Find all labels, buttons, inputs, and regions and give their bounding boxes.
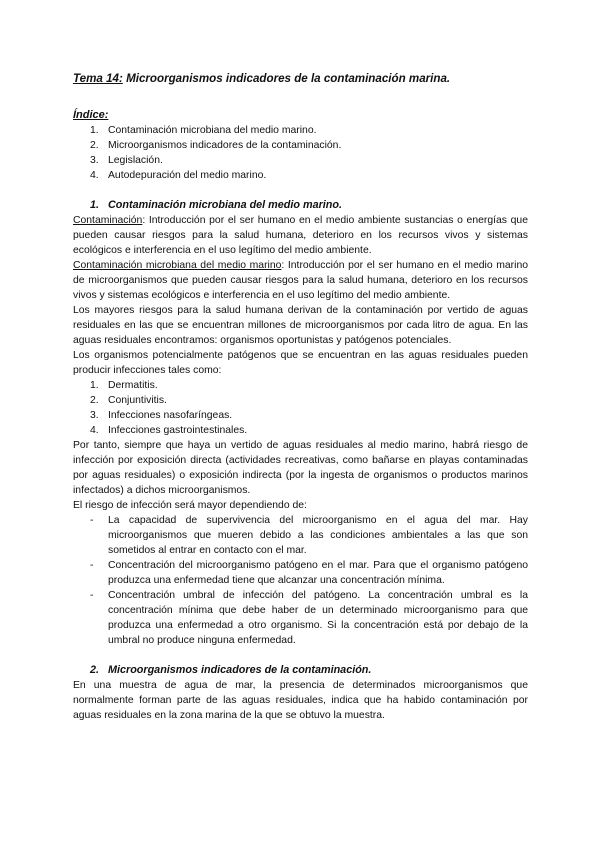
list-num: 1. (90, 380, 99, 391)
section-heading-text: Contaminación microbiana del medio marino. (108, 199, 342, 211)
page-title (73, 72, 528, 85)
list-text: Concentración del microorganismo patógeno en el mar. Para que el organismo patógeno produzca una enfermedad tiene que alcanzar una concentración mínima. (108, 560, 528, 586)
title-text: Microorganismos indicadores de la contaminación marina. (122, 72, 451, 85)
list-num: 4. (90, 425, 99, 436)
definition-text: : Introducción por el ser humano en el medio ambiente sustancias o energías que pueden causar riesgos para la salud humana, deterioro en los recursos vivos y sistemas ecológicos e interferencia en el uso legítimo del medio ambiente. (73, 215, 528, 256)
list-item (73, 378, 528, 393)
list-item (73, 558, 528, 588)
list-item (73, 588, 528, 648)
index-item (73, 168, 528, 183)
section-1-heading (73, 198, 528, 213)
infections-list (73, 378, 528, 438)
dash-bullet: - (90, 590, 94, 601)
paragraph: Los mayores riesgos para la salud humana derivan de la contaminación por vertido de aguas residuales en las que se encuentran millones de microorganismos por cada litro de agua. En las aguas residuales encontramos: organismos oportunistas y patógenos potenciales. (73, 305, 528, 346)
index-label: Microorganismos indicadores de la contaminación. (108, 140, 342, 151)
list-label: Infecciones gastrointestinales. (108, 425, 248, 436)
section-num: 1. (90, 199, 100, 211)
list-label: Infecciones nasofaríngeas. (108, 410, 233, 421)
index-label: Legislación. (108, 155, 163, 166)
index-list (73, 123, 528, 183)
paragraph: Los organismos potencialmente patógenos que se encuentran en las aguas residuales pueden producir infecciones tales como: (73, 350, 528, 376)
risk-factors-list (73, 513, 528, 648)
section-heading-text: Microorganismos indicadores de la contaminación. (108, 664, 372, 676)
dash-bullet: - (90, 560, 94, 571)
list-text: Concentración umbral de infección del patógeno. La concentración umbral es la concentración mínima que debe haber de un determinado microorganismo para que produzca una enfermedad a otro organismo. Si la concentración está por debajo de la umbral no produce ninguna enfermedad. (108, 590, 528, 646)
list-item (73, 513, 528, 558)
index-label: Contaminación microbiana del medio marino. (108, 125, 317, 136)
list-label: Dermatitis. (108, 380, 158, 391)
section-num: 2. (90, 664, 100, 676)
definition-term: Contaminación microbiana del medio marino (73, 260, 282, 271)
document-page (73, 72, 528, 723)
section-2-heading (73, 663, 528, 678)
dash-bullet: - (90, 515, 94, 526)
index-num: 4. (90, 170, 99, 181)
index-item (73, 123, 528, 138)
index-label: Autodepuración del medio marino. (108, 170, 267, 181)
title-prefix: Tema 14: (73, 72, 123, 85)
list-text: La capacidad de supervivencia del microorganismo en el agua del mar. Hay microorganismos que mueren debido a las condiciones ambientales a las que son sometidos al entrar en contacto con el mar. (108, 515, 528, 556)
index-heading: Índice: (73, 109, 109, 121)
definition-contaminacion-microbiana (73, 258, 528, 303)
definition-text: : Introducción por el ser humano en el medio marino de microorganismos que pueden causar riesgos para la salud humana, deterioro en los recursos vivos y sistemas ecológicos e interferencia en el uso legítimo del medio ambiente. (73, 260, 528, 301)
index-num: 3. (90, 155, 99, 166)
list-label: Conjuntivitis. (108, 395, 167, 406)
definition-term: Contaminación (73, 215, 143, 226)
list-item (73, 393, 528, 408)
paragraph: Por tanto, siempre que haya un vertido de aguas residuales al medio marino, habrá riesgo de infección por exposición directa (actividades recreativas, como bañarse en playas contaminadas por aguas residuales) o exposición indirecta (por la ingesta de organismos o productos marinos infectados) a dichos microorganismos. (73, 440, 528, 496)
index-num: 2. (90, 140, 99, 151)
index-item (73, 153, 528, 168)
list-item (73, 423, 528, 438)
definition-contaminacion (73, 213, 528, 258)
index-item (73, 138, 528, 153)
list-item (73, 408, 528, 423)
index-num: 1. (90, 125, 99, 136)
list-num: 3. (90, 410, 99, 421)
list-num: 2. (90, 395, 99, 406)
paragraph: En una muestra de agua de mar, la presencia de determinados microorganismos que normalmente forman parte de las aguas residuales, indica que ha habido contaminación por aguas residuales en la zona marina de la que se obtuvo la muestra. (73, 680, 528, 721)
paragraph: El riesgo de infección será mayor dependiendo de: (73, 500, 307, 511)
